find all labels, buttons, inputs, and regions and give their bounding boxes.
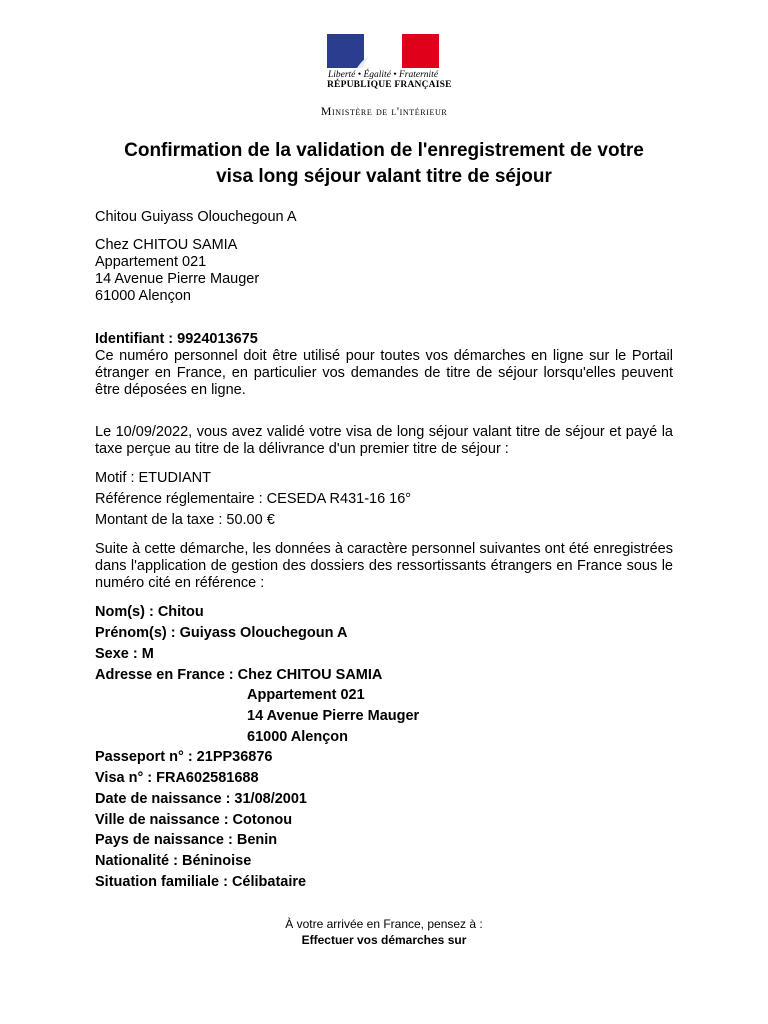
identifiant-label: Identifiant : 9924013675 — [95, 331, 258, 347]
tricolor-flag-icon — [327, 34, 439, 68]
nom: Nom(s) : Chitou — [95, 604, 204, 620]
visa-number: Visa n° : FRA602581688 — [95, 770, 259, 786]
ministry-name: Ministère de l'intérieur — [320, 104, 448, 118]
motto: Liberté • Égalité • Fraternité — [327, 70, 439, 80]
title-line-2: visa long séjour valant titre de séjour — [216, 166, 552, 187]
address-line: Appartement 021 — [95, 254, 207, 270]
footer-line-2: Effectuer vos démarches sur — [301, 933, 467, 947]
suite-text: Suite à cette démarche, les données à caractère personnel suivantes ont été enregistrées dans l'application de gestion des dossiers des ressortissants étrangers en France sous le numéro cité en référence : — [95, 541, 673, 591]
adresse-france: Adresse en France : Chez CHITOU SAMIA — [95, 667, 383, 683]
footer-note — [134, 916, 634, 948]
reference-reglementaire: Référence réglementaire : CESEDA R431-16 16° — [95, 491, 412, 507]
date-naissance: Date de naissance : 31/08/2001 — [95, 791, 307, 807]
validation-text: Le 10/09/2022, vous avez validé votre visa de long séjour valant titre de séjour et payé la taxe perçue au titre de la délivrance d'un premier titre de séjour : — [95, 424, 673, 457]
adresse-line: 14 Avenue Pierre Mauger — [247, 708, 420, 724]
passeport: Passeport n° : 21PP36876 — [95, 749, 273, 765]
address-line: 61000 Alençon — [95, 288, 191, 304]
recipient-address — [95, 237, 673, 305]
pays-naissance: Pays de naissance : Benin — [95, 832, 278, 848]
title-line-1: Confirmation de la validation de l'enregistrement de votre — [124, 140, 644, 161]
identifiant-text: Ce numéro personnel doit être utilisé pour toutes vos démarches en ligne sur le Portail étranger en France, en particulier vos demandes de titre de séjour lorsqu'elles peuvent être déposées en ligne. — [95, 348, 673, 398]
republic-name: RÉPUBLIQUE FRANÇAISE — [327, 80, 452, 90]
recipient-name: Chitou Guiyass Olouchegoun A — [95, 209, 297, 225]
ville-naissance: Ville de naissance : Cotonou — [95, 812, 293, 828]
nationalite: Nationalité : Béninoise — [95, 853, 252, 869]
montant-taxe: Montant de la taxe : 50.00 € — [95, 512, 275, 528]
marianne-logo — [327, 34, 452, 90]
footer-line-1: À votre arrivée en France, pensez à : — [285, 917, 483, 931]
adresse-line: 61000 Alençon — [247, 729, 349, 745]
adresse-line: Appartement 021 — [247, 687, 365, 703]
prenom: Prénom(s) : Guiyass Olouchegoun A — [95, 625, 348, 641]
situation-familiale: Situation familiale : Célibataire — [95, 874, 307, 890]
address-line: 14 Avenue Pierre Mauger — [95, 271, 260, 287]
sexe: Sexe : M — [95, 646, 154, 662]
page-title — [60, 138, 708, 190]
address-line: Chez CHITOU SAMIA — [95, 237, 238, 253]
motif: Motif : ETUDIANT — [95, 470, 212, 486]
